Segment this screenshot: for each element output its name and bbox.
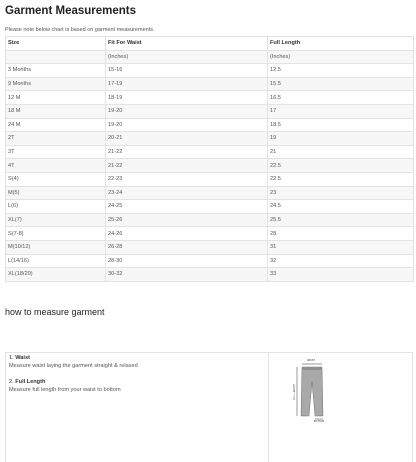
cell-fit-for-waist: 20-21	[106, 132, 268, 146]
cell-full-length: 12.5	[268, 64, 414, 78]
cell-size: S(7-8)	[6, 227, 106, 241]
table-row	[6, 227, 414, 241]
measure-guide-box	[5, 352, 413, 462]
header-full-length: Full Length	[268, 37, 414, 51]
cell-fit-for-waist: 28-30	[106, 254, 268, 268]
bottom-label: BOTTOM	[313, 420, 325, 422]
cell-size: M(10/12)	[6, 240, 106, 254]
table-row	[6, 213, 414, 227]
table-row	[6, 159, 414, 173]
step-description: Measure full length from your waist to bottom	[9, 387, 121, 393]
cell-full-length: 22.5	[268, 159, 414, 173]
step-name: Full Length	[15, 379, 46, 385]
cell-size: 12 M	[6, 91, 106, 105]
cell-full-length: 22.5	[268, 172, 414, 186]
table-row	[6, 240, 414, 254]
cell-size: 3T	[6, 145, 106, 159]
table-row	[6, 104, 414, 118]
cell-fit-for-waist: 21-22	[106, 159, 268, 173]
step-number: 1.	[9, 355, 14, 361]
header-fit-for-waist: Fit For Waist	[106, 37, 268, 51]
table-row	[6, 254, 414, 268]
cell-full-length: 28	[268, 227, 414, 241]
cell-full-length: 21	[268, 145, 414, 159]
cell-size: L(14/16)	[6, 254, 106, 268]
table-row	[6, 64, 414, 78]
cell-full-length: 25.5	[268, 213, 414, 227]
table-row	[6, 268, 414, 282]
cell-size: L(6)	[6, 200, 106, 214]
cell-full-length: 18.5	[268, 118, 414, 132]
cell-fit-for-waist: 26-28	[106, 240, 268, 254]
cell-full-length: 23	[268, 186, 414, 200]
cell-full-length: 32	[268, 254, 414, 268]
table-row	[6, 132, 414, 146]
cell-size: 2T	[6, 132, 106, 146]
cell-fit-for-waist: 19-20	[106, 118, 268, 132]
chart-note: Please note below chart is based on garment measurements.	[5, 27, 155, 33]
cell-size: 4T	[6, 159, 106, 173]
cell-size: XL(18/20)	[6, 268, 106, 282]
cell-full-length: 15.5	[268, 77, 414, 91]
step-name: Waist	[15, 355, 30, 361]
cell-fit-for-waist: 19-20	[106, 104, 268, 118]
cell-full-length: 17	[268, 104, 414, 118]
measure-guide-heading: how to measure garment	[5, 307, 105, 317]
step-number: 2.	[9, 379, 14, 385]
table-row	[6, 118, 414, 132]
table-row	[6, 200, 414, 214]
cell-full-length: 31	[268, 240, 414, 254]
cell-size: 24 M	[6, 118, 106, 132]
cell-fit-for-waist: 24-26	[106, 227, 268, 241]
pants-measurement-diagram	[290, 358, 332, 422]
guide-divider	[268, 353, 269, 462]
table-row	[6, 145, 414, 159]
cell-full-length: 19	[268, 132, 414, 146]
cell-fit-for-waist: 24-25	[106, 200, 268, 214]
cell-fit-for-waist: 18-19	[106, 91, 268, 105]
table-row	[6, 77, 414, 91]
table-row	[6, 186, 414, 200]
full-length-label: FULL LENGTH	[293, 383, 296, 401]
waist-label: WAIST	[306, 359, 316, 362]
header-size: Size	[6, 37, 106, 51]
cell-fit-for-waist: 22-23	[106, 172, 268, 186]
cell-fit-for-waist: 23-24	[106, 186, 268, 200]
cell-full-length: 16.5	[268, 91, 414, 105]
cell-fit-for-waist: 21-22	[106, 145, 268, 159]
cell-size: XL(7)	[6, 213, 106, 227]
cell-fit-for-waist: 17-19	[106, 77, 268, 91]
cell-size: 9 Months	[6, 77, 106, 91]
table-header-row	[6, 37, 414, 51]
table-row	[6, 50, 414, 64]
cell-fit-for-waist: 25-26	[106, 213, 268, 227]
page-title: Garment Measurements	[5, 5, 137, 17]
cell-fit-for-waist: 15-16	[106, 64, 268, 78]
cell-full-length: 33	[268, 268, 414, 282]
cell-fit-for-waist: 30-32	[106, 268, 268, 282]
table-row	[6, 172, 414, 186]
cell-fit-for-waist: (Inches)	[106, 50, 268, 64]
cell-full-length: 24.5	[268, 200, 414, 214]
cell-size: S(4)	[6, 172, 106, 186]
cell-size: 3 Months	[6, 64, 106, 78]
measure-step-full-length	[9, 379, 121, 393]
cell-size	[6, 50, 106, 64]
step-description: Measure waist laying the garment straight & relaxed	[9, 363, 138, 369]
measure-step-waist	[9, 355, 138, 369]
table-row	[6, 91, 414, 105]
cell-size: M(5)	[6, 186, 106, 200]
cell-full-length: (Inches)	[268, 50, 414, 64]
cell-size: 18 M	[6, 104, 106, 118]
size-chart-table	[5, 36, 414, 282]
